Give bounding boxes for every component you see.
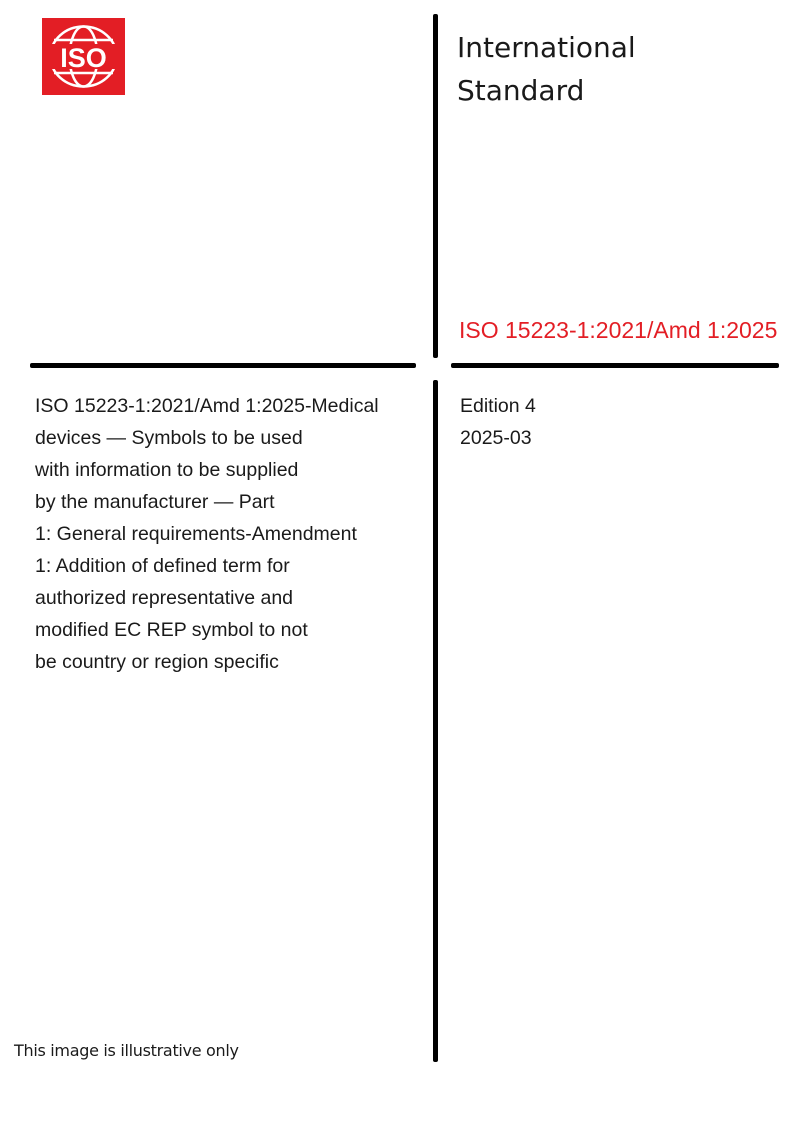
iso-logo (42, 18, 125, 95)
title-line: with information to be supplied (35, 459, 299, 481)
standard-reference: ISO 15223-1:2021/Amd 1:2025 (459, 317, 778, 343)
edition-date: 2025-03 (460, 427, 532, 449)
edition-info (460, 390, 536, 454)
title-line: devices — Symbols to be used (35, 427, 303, 449)
document-type-line-1: International (457, 31, 636, 64)
illustrative-disclaimer: This image is illustrative only (14, 1041, 239, 1060)
standard-title (35, 390, 420, 678)
iso-globe-icon (42, 18, 125, 95)
vertical-divider-top (433, 14, 438, 358)
vertical-divider-bottom (433, 380, 438, 1062)
iso-logo-text: ISO (60, 43, 107, 73)
title-line: 1: Addition of defined term for (35, 555, 290, 577)
title-line: by the manufacturer — Part (35, 491, 275, 513)
edition-label: Edition 4 (460, 395, 536, 417)
title-line: 1: General requirements-Amendment (35, 523, 357, 545)
document-type (457, 26, 787, 112)
horizontal-divider-right (451, 363, 779, 368)
horizontal-divider-left (30, 363, 416, 368)
title-line: ISO 15223-1:2021/Amd 1:2025-Medical (35, 395, 379, 417)
title-line: authorized representative and (35, 587, 294, 609)
title-line: be country or region specific (35, 651, 279, 673)
title-line: modified EC REP symbol to not (35, 619, 308, 641)
document-type-line-2: Standard (457, 74, 585, 107)
